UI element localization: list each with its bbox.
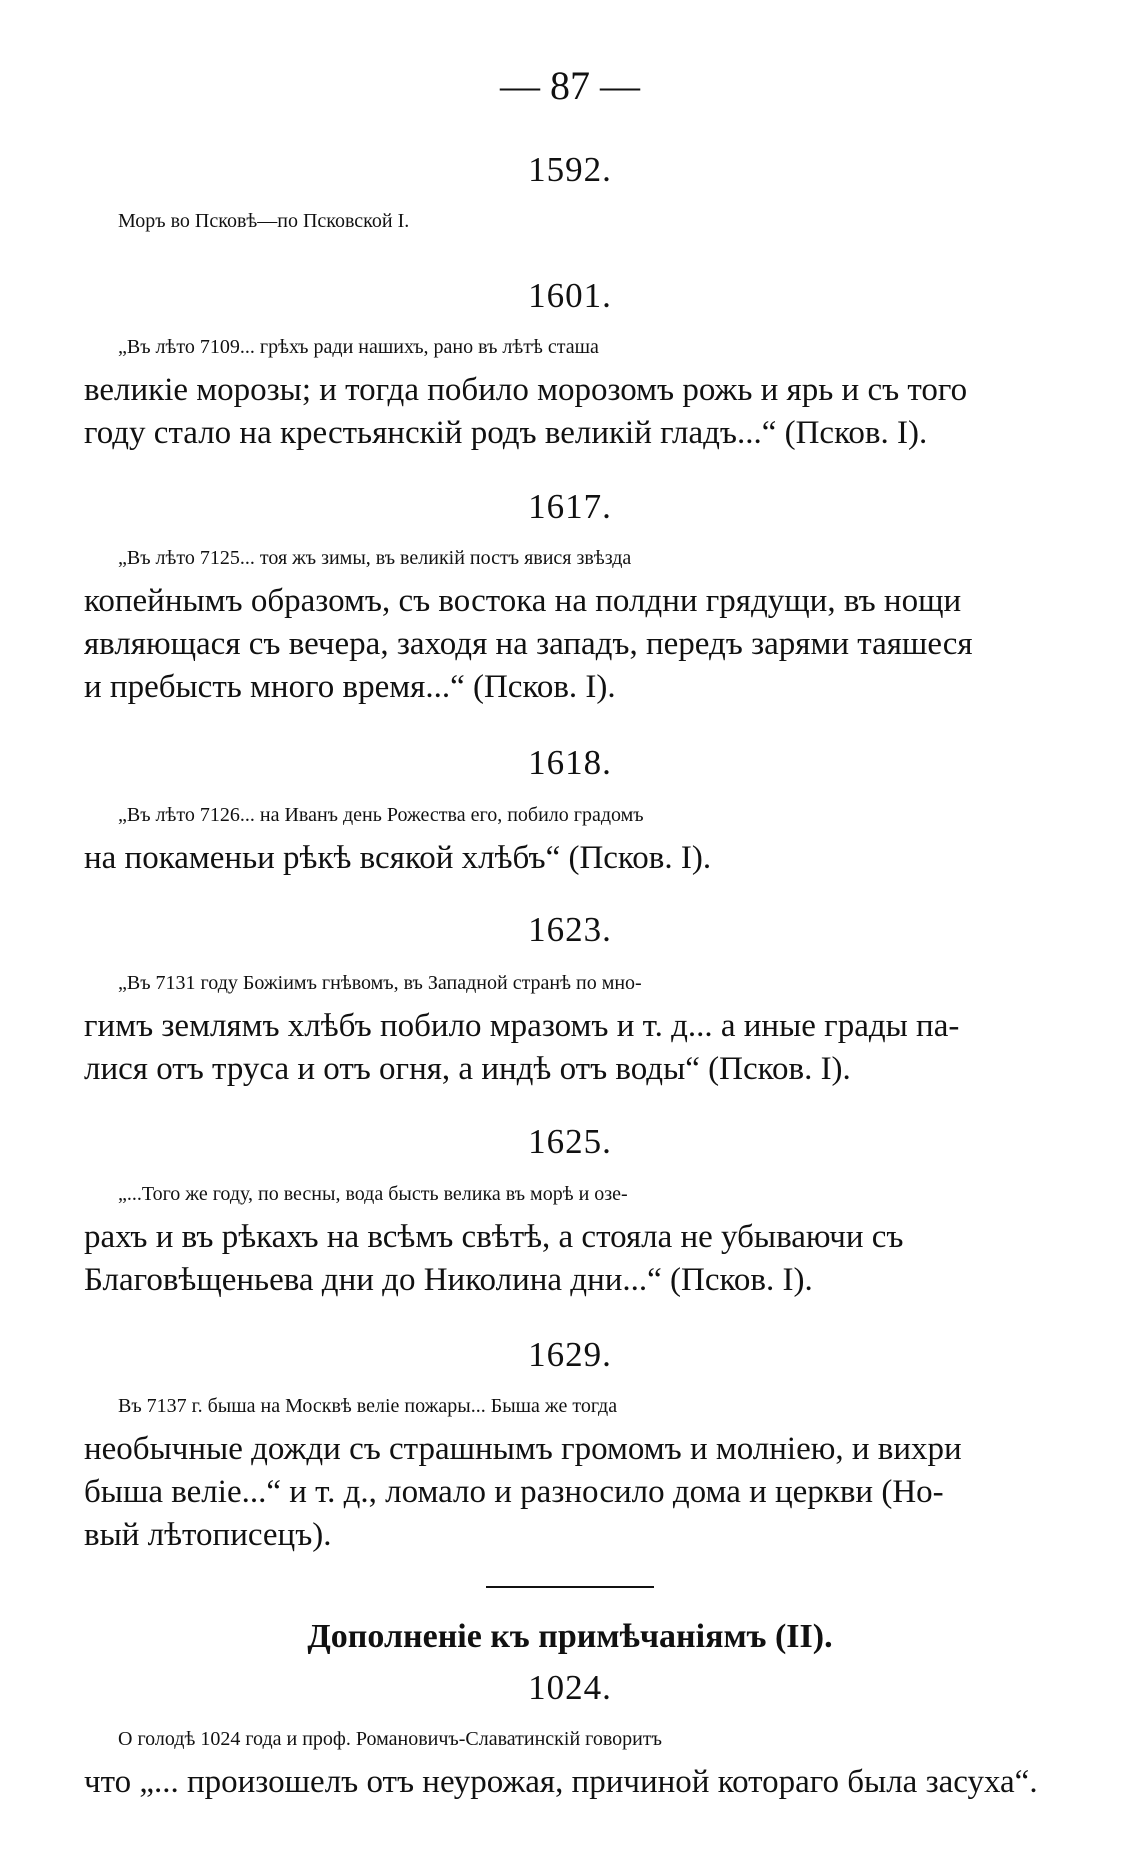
- addendum-text: [84, 1718, 1056, 1804]
- section-divider: [486, 1586, 654, 1588]
- text-line: являющася съ вечера, заходя на западъ, передъ зарями таяшеся: [84, 626, 973, 662]
- page-number: — 87 —: [500, 63, 640, 108]
- text-line: рахъ и въ рѣкахъ на всѣмъ свѣтѣ, а стояла не убываючи съ: [84, 1219, 904, 1255]
- text-line: необычные дожди съ страшнымъ громомъ и молнiею, и вихри: [84, 1431, 962, 1467]
- text-line: О голодѣ 1024 года и проф. Романовичъ-Славатинскiй говоритъ: [118, 1728, 662, 1750]
- text-line: Моръ во Псковѣ—по Псковской I.: [118, 210, 410, 232]
- text-line: „Въ лѣто 7125... тоя жъ зимы, въ великiй постъ явися звѣзда: [118, 547, 632, 569]
- year-heading-1601: 1601.: [528, 276, 612, 315]
- entry-1625-text: [84, 1173, 1056, 1302]
- text-line: и пребысть много время...“ (Псков. I).: [84, 669, 616, 705]
- text-line: году стало на крестьянскiй родъ великiй гладъ...“ (Псков. I).: [84, 415, 928, 451]
- entry-1601-text: [84, 326, 1056, 455]
- text-line: что „... произошелъ отъ неурожая, причиной котораго была засуха“.: [84, 1764, 1038, 1800]
- year-heading-1623: 1623.: [528, 910, 612, 949]
- year-heading-1617: 1617.: [528, 487, 612, 526]
- year-heading-1625: 1625.: [528, 1122, 612, 1161]
- text-line: вый лѣтописецъ).: [84, 1517, 332, 1553]
- text-line: быша велiе...“ и т. д., ломало и разносило дома и церкви (Но-: [84, 1474, 944, 1510]
- entry-1592-text: [84, 200, 1056, 243]
- text-line: Благовѣщеньева дни до Николина дни...“ (Псков. I).: [84, 1262, 813, 1298]
- text-line: великiе морозы; и тогда побило морозомъ рожь и ярь и съ того: [84, 372, 968, 408]
- text-line: лися отъ труса и отъ огня, а индѣ отъ воды“ (Псков. I).: [84, 1051, 851, 1087]
- text-line: Въ 7137 г. быша на Москвѣ велiе пожары... Быша же тогда: [118, 1395, 618, 1417]
- addendum-heading: Дополненiе къ примѣчанiямъ (II).: [307, 1618, 833, 1655]
- year-heading-1592: 1592.: [528, 150, 612, 189]
- text-line: „...Того же году, по весны, вода бысть велика въ морѣ и озе-: [118, 1183, 628, 1205]
- year-heading-1629: 1629.: [528, 1335, 612, 1374]
- text-line: на покаменьи рѣкѣ всякой хлѣбъ“ (Псков. I).: [84, 840, 712, 876]
- year-heading-1618: 1618.: [528, 743, 612, 782]
- text-line: „Въ 7131 году Божiимъ гнѣвомъ, въ Западной странѣ по мно-: [118, 972, 642, 994]
- text-line: гимъ землямъ хлѣбъ побило мразомъ и т. д... а иные грады па-: [84, 1008, 960, 1044]
- text-line: копейнымъ образомъ, съ востока на полдни грядущи, въ нощи: [84, 583, 962, 619]
- entry-1629-text: [84, 1385, 1056, 1557]
- entry-1623-text: [84, 962, 1056, 1091]
- text-line: „Въ лѣто 7109... грѣхъ ради нашихъ, рано въ лѣтѣ сташа: [118, 336, 599, 358]
- text-line: „Въ лѣто 7126... на Иванъ день Рожества его, побило градомъ: [118, 804, 644, 826]
- entry-1618-text: [84, 794, 1056, 880]
- year-heading-1024: 1024.: [528, 1668, 612, 1707]
- entry-1617-text: [84, 537, 1056, 709]
